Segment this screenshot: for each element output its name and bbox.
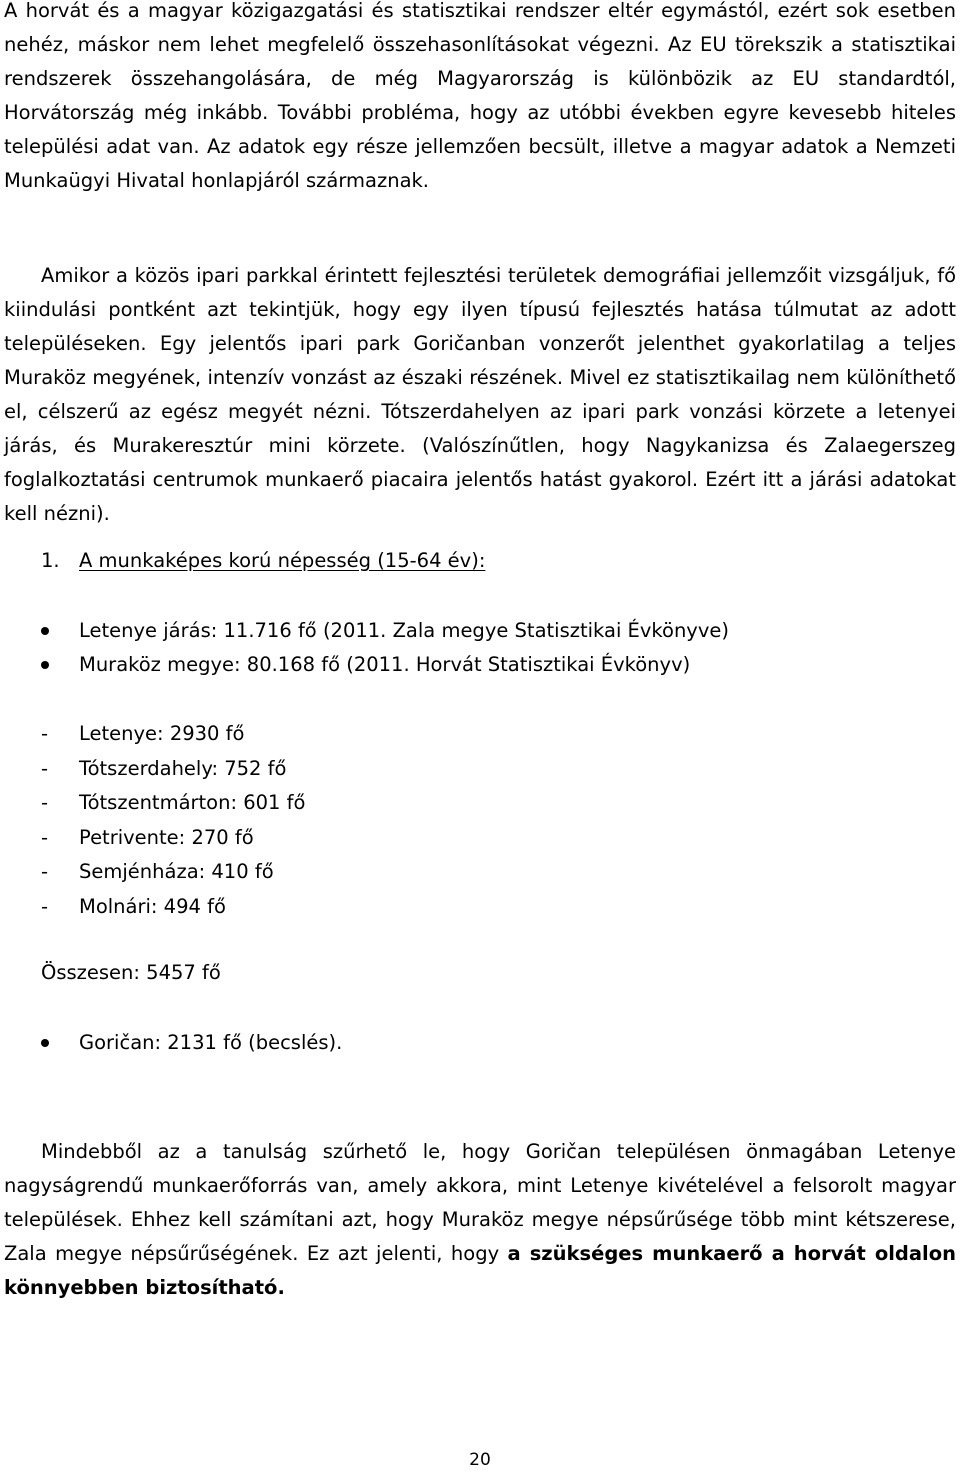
paragraph-demographics: Amikor a közös ipari parkkal érintett fejlesztési területek demográfiai jellemzőit vizsgáljuk, fő kiindulási pontként azt tekintjük, hogy egy ilyen típusú fejlesztés hatása túlmutat az adott településeken. Egy jelentős ipari park Goričanban vonzerőt jelenthet gyakorlatilag a teljes Muraköz megyének, intenzív vonzást az északi részének. Mivel ez statisztikailag nem különíthető el, célszerű az egész megyét nézni. Tótszerdahelyen az ipari park vonzási körzete a letenyei járás, és Murakeresztúr mini körzete. (Valószínűtlen, hogy Nagykanizsa és Zalaegerszeg foglalkoztatási centrumok munkaerő piacaira jelentős hatást gyakorol. Ezért itt a járási adatokat kell nézni). bbox=[4, 264, 956, 525]
bullet-icon bbox=[41, 1039, 49, 1047]
list-item bbox=[41, 855, 305, 890]
conclusion-bold-text: a szükséges munkaerő a horvát oldalon könnyebben biztosítható. bbox=[4, 1242, 956, 1299]
settlement-text: Molnári: 494 fő bbox=[79, 894, 226, 918]
settlement-text: Semjénháza: 410 fő bbox=[79, 860, 274, 883]
settlement-text: Letenye: 2930 fő bbox=[79, 722, 245, 745]
bullet-text: Goričan: 2131 fő (becslés). bbox=[79, 1031, 343, 1054]
total-line: Összesen: 5457 fő bbox=[41, 961, 221, 984]
settlement-text: Tótszentmárton: 601 fő bbox=[79, 791, 306, 814]
list-item bbox=[41, 786, 305, 821]
dash-marker: - bbox=[41, 722, 49, 745]
list-item bbox=[41, 821, 305, 856]
paragraph-conclusion bbox=[4, 1135, 956, 1305]
list-item bbox=[41, 752, 305, 787]
list-item bbox=[41, 890, 305, 925]
page-number: 20 bbox=[469, 1450, 491, 1470]
section-heading bbox=[41, 544, 485, 578]
list-item bbox=[41, 648, 729, 682]
dash-marker: - bbox=[41, 894, 49, 918]
settlement-text: Petrivente: 270 fő bbox=[79, 825, 254, 849]
list-item bbox=[41, 1026, 342, 1060]
paragraph-statistics-intro: A horvát és a magyar közigazgatási és statisztikai rendszer eltér egymástól, ezért sok esetben nehéz, máskor nem lehet megfelelő összehasonlításokat végezni. Az EU törekszik a statisztikai rendszerek összehangolására, de még Magyarország is különbözik az EU standardtól, Horvátország még inkább. További probléma, hogy az utóbbi években egyre kevesebb hiteles települési adat van. Az adatok egy része jellemzően becsült, illetve a magyar adatok a Nemzeti Munkaügyi Hivatal honlapjáról származnak. bbox=[4, 0, 956, 192]
bullet-icon bbox=[41, 627, 49, 635]
section-number: 1. bbox=[41, 549, 60, 572]
list-item bbox=[41, 614, 729, 648]
settlement-text: Tótszerdahely: 752 fő bbox=[79, 756, 287, 780]
dash-marker: - bbox=[41, 825, 49, 849]
dash-marker: - bbox=[41, 756, 49, 780]
dash-marker: - bbox=[41, 860, 49, 883]
bullet-icon bbox=[41, 661, 49, 669]
bullet-text: Muraköz megye: 80.168 fő (2011. Horvát Statisztikai Évkönyv) bbox=[79, 653, 691, 676]
dash-marker: - bbox=[41, 791, 49, 814]
settlement-list bbox=[41, 717, 305, 924]
list-item bbox=[41, 717, 305, 752]
conclusion-text: Mindebből az a tanulság szűrhető le, hogy Goričan településen önmagában Letenye nagyságrendű munkaerőforrás van, amely akkora, mint Letenye kivételével a felsorolt magyar települések. Ehhez kell számítani azt, hogy Muraköz megye népsűrűsége több mint kétszerese, Zala megye népsűrűségének. Ez azt jelenti, hogy bbox=[4, 1140, 956, 1265]
bullet-text: Letenye járás: 11.716 fő (2011. Zala megye Statisztikai Évkönyve) bbox=[79, 619, 729, 642]
bullet-list-gorican bbox=[41, 1026, 342, 1060]
section-title: A munkaképes korú népesség (15-64 év): bbox=[79, 549, 486, 572]
bullet-list-population bbox=[41, 614, 729, 682]
